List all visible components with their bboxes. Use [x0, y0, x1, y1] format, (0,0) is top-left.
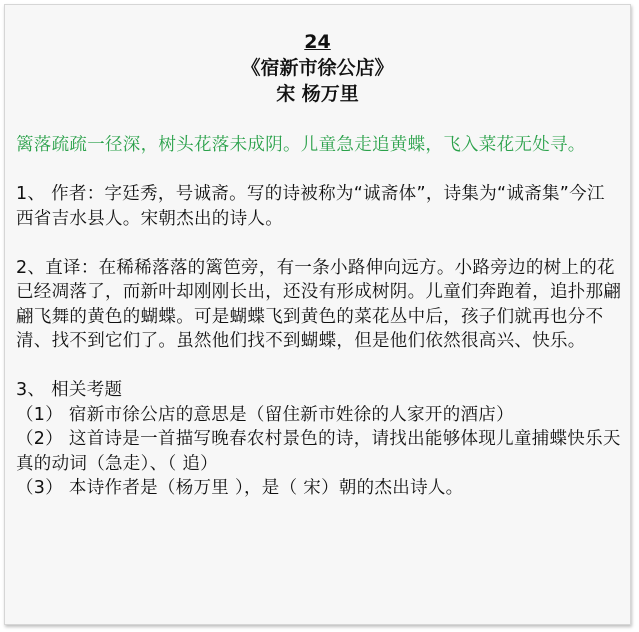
question-1: （1） 宿新市徐公店的意思是（留住新市姓徐的人家开的酒店）	[16, 404, 514, 425]
poem-title: 《宿新市徐公店》	[241, 57, 394, 79]
title-block	[5, 5, 630, 107]
questions-heading: 3、 相关考题	[16, 380, 123, 400]
poem-text: 篱落疏疏一径深，树头花落未成阴。儿童急走追黄蝶，飞入菜花无处寻。	[16, 135, 586, 155]
paragraph-gap	[16, 354, 622, 379]
article-body	[16, 133, 622, 501]
lesson-number: 24	[304, 31, 331, 53]
content-card	[4, 4, 631, 625]
paragraph-gap	[16, 231, 622, 256]
author-info-paragraph: 1、 作者：字廷秀，号诚斋。写的诗被称为“诚斋体”，诗集为“诚斋集”今江西省吉水县人。宋朝杰出的诗人。	[16, 184, 605, 229]
question-3: （3） 本诗作者是（杨万里 ），是（ 宋）朝的杰出诗人。	[16, 478, 464, 498]
question-2: （2） 这首诗是一首描写晚春农村景色的诗，请找出能够体现儿童捕蝶快乐天真的动词（急走）、（ 追）	[16, 429, 621, 474]
translation-paragraph: 2、直译：在稀稀落落的篱笆旁，有一条小路伸向远方。小路旁边的树上的花已经凋落了，而新叶却刚刚长出，还没有形成树阴。儿童们奔跑着，追扑那翩翩飞舞的黄色的蝴蝶。可是蝴蝶飞到黄色的菜花丛中后，孩子们就再也分不清、找不到它们了。虽然他们找不到蝴蝶，但是他们依然很高兴、快乐。	[16, 257, 622, 351]
poem-author: 宋 杨万里	[276, 83, 359, 105]
